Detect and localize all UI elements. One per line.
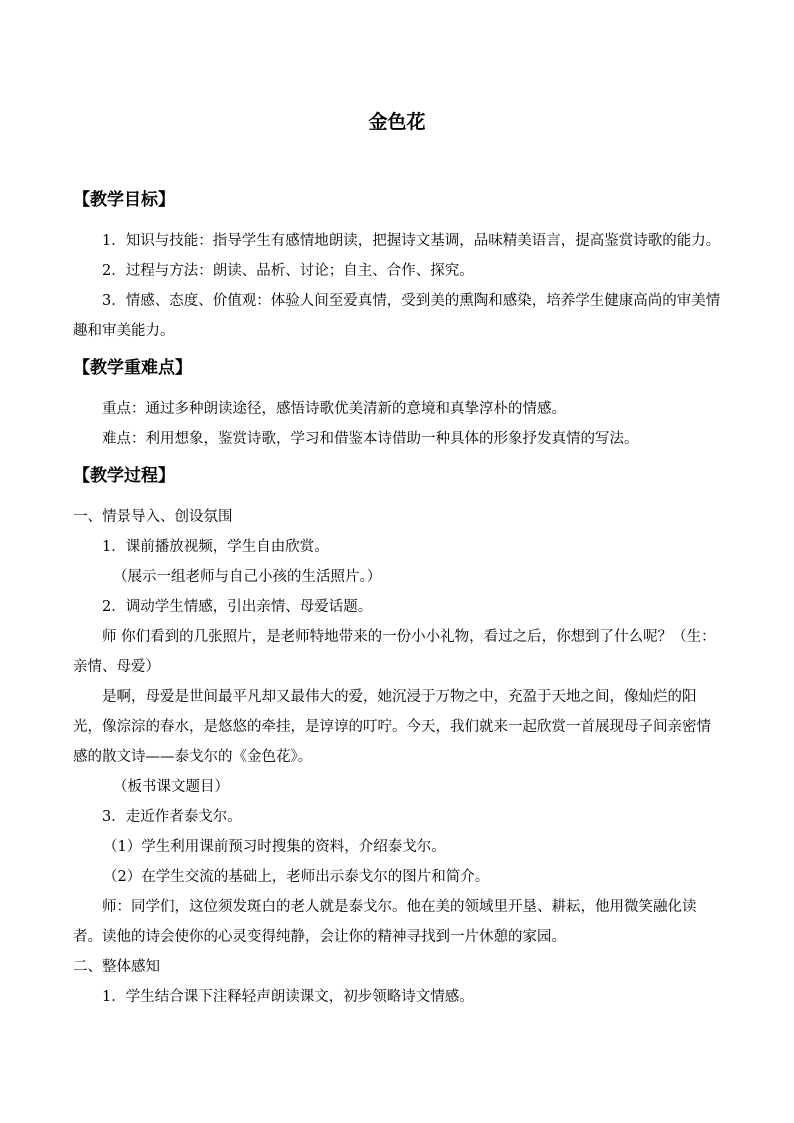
process-paragraph: （板书课文题目） xyxy=(113,779,229,795)
process-subheading-2: 二、整体感知 xyxy=(73,959,160,975)
goal-item-1: 1．知识与技能：指导学生有感情地朗读，把握诗文基调，品味精美语言，提高鉴赏诗歌的能力。 xyxy=(102,233,721,249)
goal-item-3: 3．情感、态度、价值观：体验人间至爱真情，受到美的熏陶和感染，培养学生健康高尚的审美情趣和审美能力。 xyxy=(73,293,721,339)
process-paragraph: 师 你们看到的几张照片，是老师特地带来的一份小小礼物，看过之后，你想到了什么呢？（生：亲情、母爱） xyxy=(73,629,716,675)
process-paragraph: （1）学生利用课前预习时搜集的资料，介绍泰戈尔。 xyxy=(103,839,446,855)
process-paragraph: （2）在学生交流的基础上，老师出示泰戈尔的图片和简介。 xyxy=(103,869,490,885)
process-paragraph: 是啊，母爱是世间最平凡却又最伟大的爱，她沉浸于万物之中，充盈于天地之间，像灿烂的阳光，像淙淙的春水，是悠悠的牵挂，是谆谆的叮咛。今天，我们就来一起欣赏一首展现母子间亲密情感的散文诗——泰戈尔的《金色花》。 xyxy=(73,689,711,765)
keypoint-difficult: 难点：利用想象，鉴赏诗歌，学习和借鉴本诗借助一种具体的形象抒发真情的写法。 xyxy=(102,431,639,447)
keypoint-important: 重点：通过多种朗读途径，感悟诗歌优美清新的意境和真挚淳朴的情感。 xyxy=(102,401,566,417)
process-paragraph: 1．课前播放视频，学生自由欣赏。 xyxy=(102,539,329,555)
document-body xyxy=(73,186,723,1012)
process-paragraph: 2．调动学生情感，引出亲情、母爱话题。 xyxy=(102,599,373,615)
section-heading-goals: 【教学目标】 xyxy=(73,190,175,210)
goal-item-2: 2．过程与方法：朗读、品析、讨论；自主、合作、探究。 xyxy=(102,263,474,279)
process-paragraph: 师：同学们，这位须发斑白的老人就是泰戈尔。他在美的领域里开垦、耕耘，他用微笑融化读者。读他的诗会使你的心灵变得纯静，会让你的精神寻找到一片休憩的家园。 xyxy=(73,899,697,945)
process-paragraph: 1．学生结合课下注释轻声朗读课文，初步领略诗文情感。 xyxy=(102,989,474,1005)
process-paragraph: （展示一组老师与自己小孩的生活照片。） xyxy=(113,569,382,585)
process-paragraph: 3．走近作者泰戈尔。 xyxy=(102,809,242,825)
section-heading-process: 【教学过程】 xyxy=(73,466,175,486)
process-subheading-1: 一、情景导入、创设氛围 xyxy=(73,509,233,525)
page-title: 金色花 xyxy=(368,111,426,133)
section-heading-keypoints: 【教学重难点】 xyxy=(73,358,192,378)
